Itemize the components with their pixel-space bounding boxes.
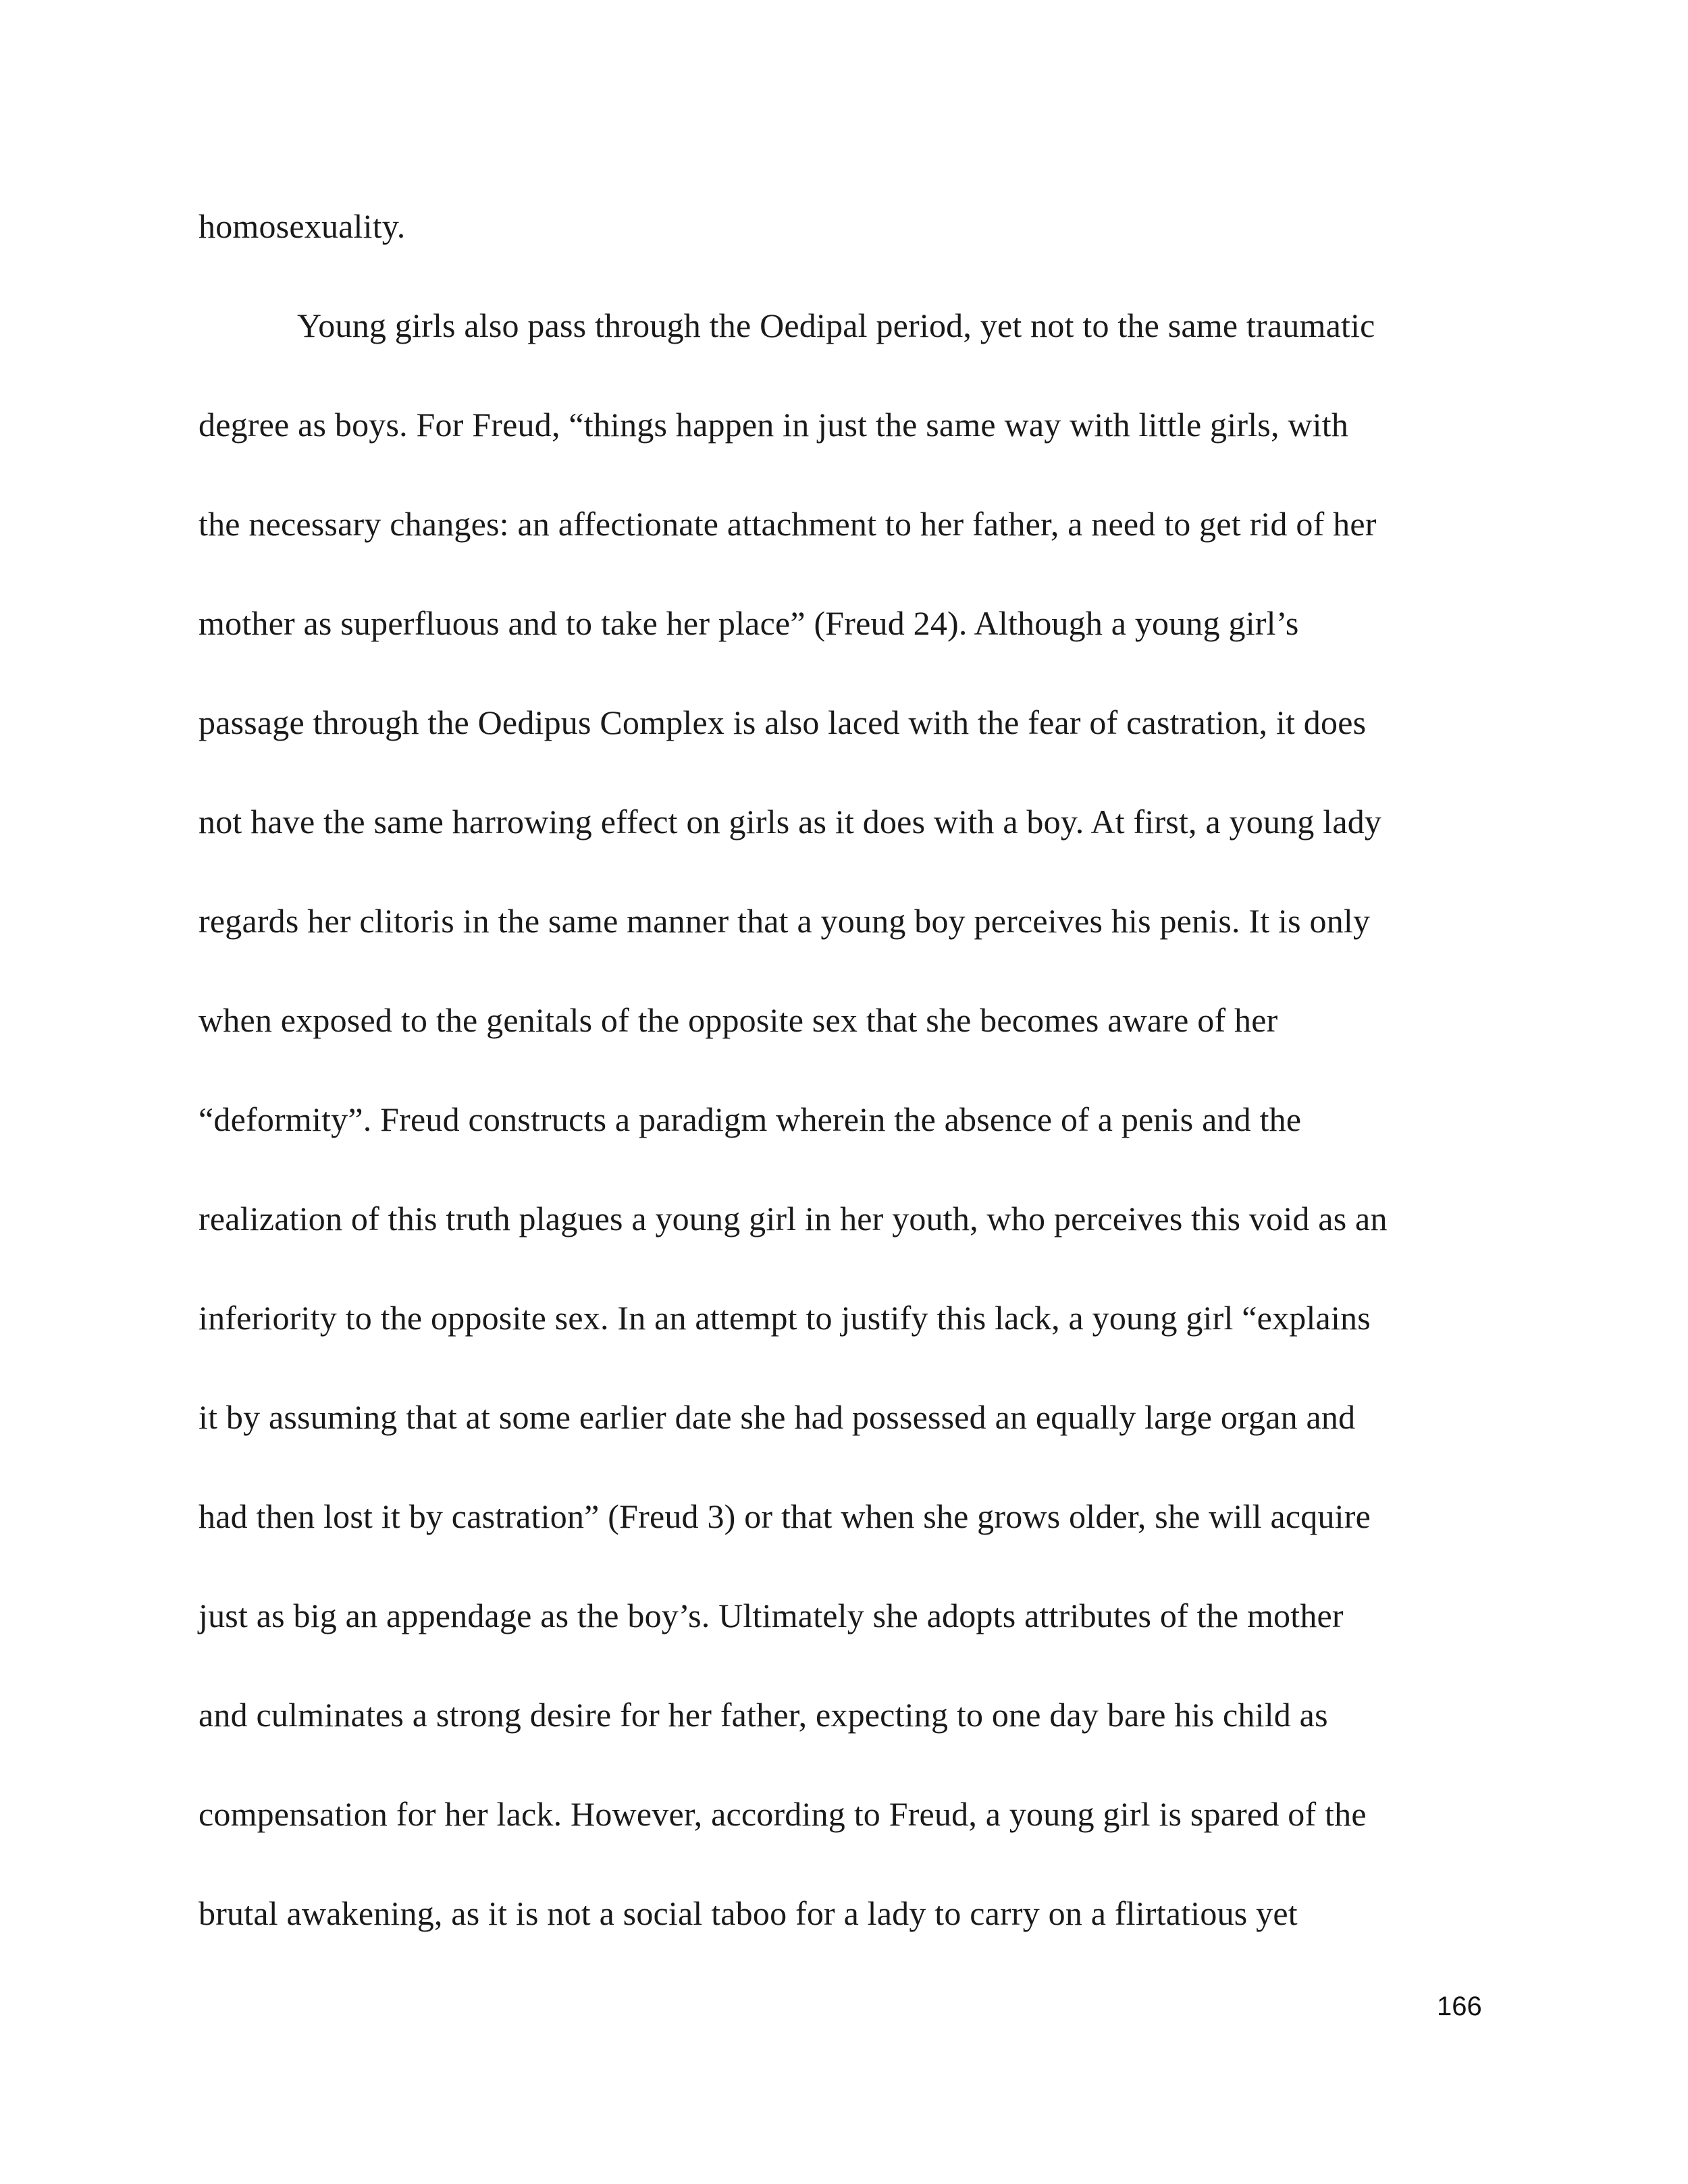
- text-line: and culminates a strong desire for her father, expecting to one day bare his child as: [199, 1696, 1328, 1734]
- text-line: regards her clitoris in the same manner that a young boy perceives his penis. It is only: [199, 902, 1371, 940]
- text-line: brutal awakening, as it is not a social taboo for a lady to carry on a flirtatious yet: [199, 1894, 1298, 1932]
- text-line: just as big an appendage as the boy’s. Ultimately she adopts attributes of the mother: [199, 1597, 1344, 1634]
- text-line: when exposed to the genitals of the opposite sex that she becomes aware of her: [199, 1001, 1278, 1039]
- text-line: passage through the Oedipus Complex is also laced with the fear of castration, it does: [199, 703, 1367, 741]
- page-number: 166: [1437, 1992, 1482, 2021]
- paragraph-first-line: Young girls also pass through the Oedipal period, yet not to the same traumatic: [297, 307, 1375, 344]
- text-line: “deformity”. Freud constructs a paradigm wherein the absence of a penis and the: [199, 1100, 1302, 1138]
- text-line: not have the same harrowing effect on girls as it does with a boy. At first, a young lady: [199, 803, 1382, 841]
- text-line: realization of this truth plagues a young girl in her youth, who perceives this void as an: [199, 1200, 1388, 1237]
- text-line: the necessary changes: an affectionate attachment to her father, a need to get rid of her: [199, 505, 1377, 543]
- text-line: had then lost it by castration” (Freud 3) or that when she grows older, she will acquire: [199, 1497, 1371, 1535]
- text-line: mother as superfluous and to take her place” (Freud 24). Although a young girl’s: [199, 604, 1299, 642]
- text-line: compensation for her lack. However, according to Freud, a young girl is spared of the: [199, 1795, 1367, 1833]
- text-line: it by assuming that at some earlier date she had possessed an equally large organ and: [199, 1398, 1356, 1436]
- text-line: homosexuality.: [199, 207, 406, 245]
- text-line: inferiority to the opposite sex. In an attempt to justify this lack, a young girl “explains: [199, 1299, 1371, 1337]
- text-line: degree as boys. For Freud, “things happen in just the same way with little girls, with: [199, 406, 1349, 444]
